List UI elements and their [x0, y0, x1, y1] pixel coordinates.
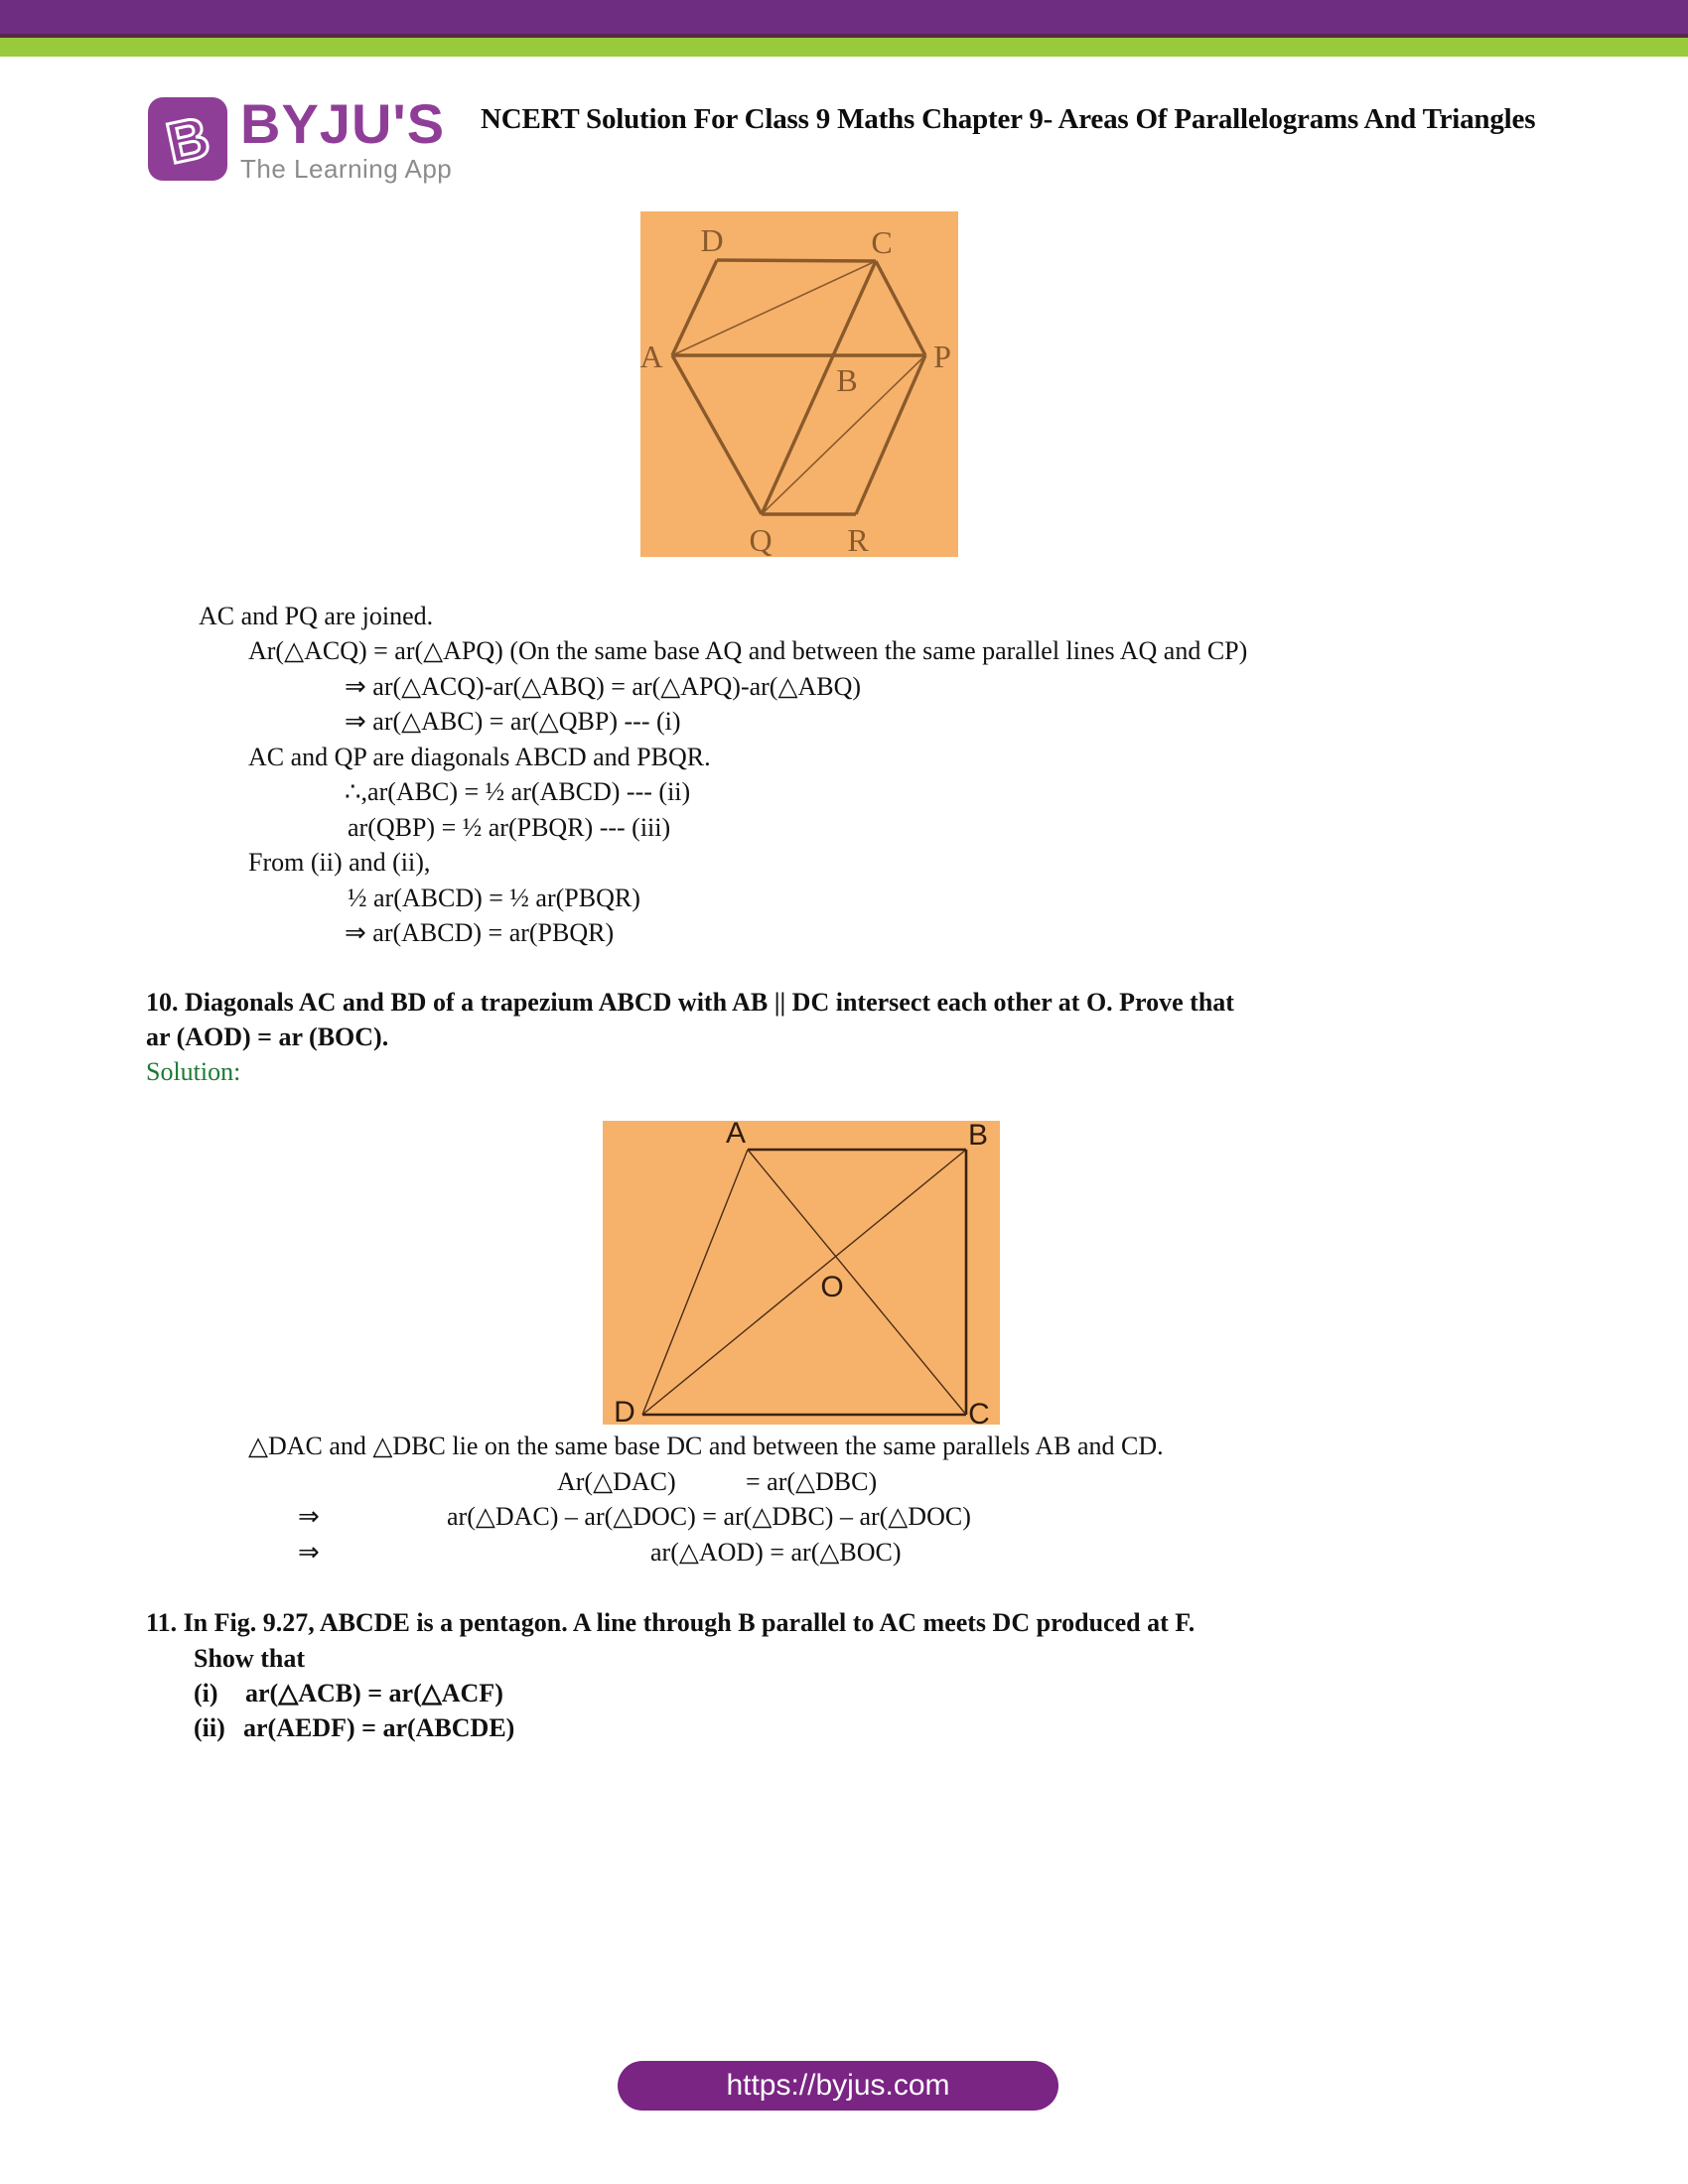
- solution1-line-1: AC and PQ are joined.: [199, 602, 434, 630]
- point-label-O: O: [820, 1271, 844, 1303]
- edge-AD: [672, 260, 717, 355]
- diagonal-AC: [672, 261, 876, 355]
- solution1-line-9: ½ ar(ABCD) = ½ ar(PBQR): [348, 884, 640, 912]
- solution1-line-5: AC and QP are diagonals ABCD and PBQR.: [248, 743, 711, 771]
- vertex-label-D: D: [614, 1396, 635, 1429]
- line-CQ: [762, 261, 876, 514]
- solution1-line-3: ⇒ ar(△ACQ)-ar(△ABQ) = ar(△APQ)-ar(△ABQ): [345, 672, 861, 701]
- edge-PR: [856, 355, 925, 514]
- logo-b-glyph: B: [161, 104, 215, 177]
- figure-trapezium: [603, 1117, 1000, 1431]
- logo-text: [240, 92, 453, 184]
- item-number: (ii): [194, 1713, 225, 1742]
- solution2-line-3-text: ar(△DAC) – ar(△DOC) = ar(△DBC) – ar(△DOC): [447, 1502, 971, 1531]
- question11-line-1: 11. In Fig. 9.27, ABCDE is a pentagon. A line through B parallel to AC meets DC produced at F.: [146, 1608, 1196, 1637]
- solution2-line-1: △DAC and △DBC lie on the same base DC and between the same parallels AB and CD.: [248, 1432, 1164, 1460]
- solution1-line-8: From (ii) and (ii),: [248, 848, 431, 877]
- byjus-brand-text: BYJU'S: [240, 92, 446, 155]
- solution1-line-10: ⇒ ar(ABCD) = ar(PBQR): [345, 918, 615, 947]
- item-text: ar(△ACB) = ar(△ACF): [245, 1679, 503, 1707]
- vertex-label-P: P: [933, 339, 951, 374]
- edge-QA: [672, 355, 762, 514]
- vertex-label-B: B: [836, 362, 858, 398]
- implies-arrow: ⇒: [298, 1502, 320, 1531]
- solution-label: Solution:: [146, 1057, 241, 1086]
- edge-DC: [717, 260, 876, 261]
- solution1-line-4: ⇒ ar(△ABC) = ar(△QBP) --- (i): [345, 707, 681, 736]
- header-purple-bar: [0, 0, 1688, 34]
- footer-url[interactable]: https://byjus.com: [726, 2069, 950, 2102]
- byjus-tagline: The Learning App: [240, 154, 453, 184]
- question11-line-2: Show that: [194, 1644, 305, 1673]
- page-title: NCERT Solution For Class 9 Maths Chapter 9- Areas Of Parallelograms And Triangles: [481, 103, 1536, 135]
- solution2-line-4-text: ar(△AOD) = ar(△BOC): [650, 1538, 902, 1567]
- solution2-line-2-left: Ar(△DAC): [557, 1467, 676, 1496]
- header-green-bar: [0, 38, 1688, 57]
- diagonal-DB: [642, 1150, 966, 1415]
- edge-CP: [876, 261, 925, 355]
- vertex-label-R: R: [847, 522, 869, 558]
- solution2-line-2-right: = ar(△DBC): [746, 1467, 878, 1496]
- edge-AD: [642, 1150, 748, 1415]
- question10-line-1: 10. Diagonals AC and BD of a trapezium ABCD with AB || DC intersect each other at O. Prove that: [146, 988, 1234, 1017]
- vertex-label-C: C: [968, 1398, 990, 1431]
- vertex-label-A: A: [639, 339, 663, 374]
- vertex-label-B: B: [967, 1119, 989, 1152]
- vertex-label-Q: Q: [749, 522, 773, 558]
- vertex-label-C: C: [871, 224, 893, 260]
- byjus-logo: [147, 92, 453, 184]
- diagonal-AC: [748, 1150, 966, 1415]
- solution1-line-2: Ar(△ACQ) = ar(△APQ) (On the same base AQ and between the same parallel lines AQ and CP): [248, 636, 1248, 665]
- solution1-line-7: ar(QBP) = ½ ar(PBQR) --- (iii): [348, 813, 671, 842]
- vertex-label-D: D: [700, 222, 724, 258]
- item-text: ar(AEDF) = ar(ABCDE): [243, 1713, 515, 1742]
- vertex-label-A: A: [725, 1117, 747, 1150]
- figure-parallelograms-hexagon: [640, 211, 958, 557]
- item-number: (i): [194, 1679, 218, 1707]
- footer-url-pill[interactable]: [618, 2061, 1058, 2111]
- question10-line-2: ar (AOD) = ar (BOC).: [146, 1023, 389, 1051]
- implies-arrow: ⇒: [298, 1538, 320, 1567]
- byjus-logo-icon: [147, 96, 228, 182]
- solution1-line-6: ∴,ar(ABC) = ½ ar(ABCD) --- (ii): [345, 777, 691, 806]
